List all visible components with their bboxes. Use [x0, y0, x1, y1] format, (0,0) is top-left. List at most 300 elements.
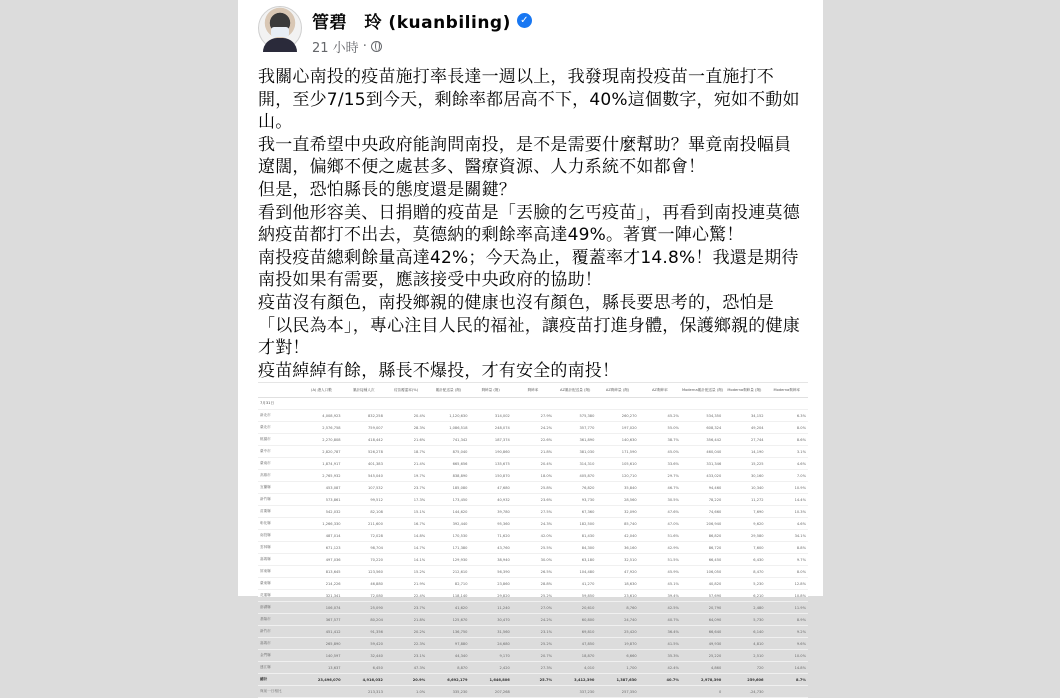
table-cell: 13,637 — [300, 662, 342, 674]
table-cell: 759,007 — [343, 422, 385, 434]
table-cell: 60,800 — [554, 614, 596, 626]
table-cell: 9.7% — [766, 554, 808, 566]
table-cell: 29,820 — [469, 590, 511, 602]
table-cell: 265,890 — [300, 638, 342, 650]
table-cell: 55.0% — [639, 422, 681, 434]
table-cell: 314,310 — [554, 458, 596, 470]
table-cell: 86,820 — [681, 530, 723, 542]
table-row — [258, 626, 808, 638]
table-cell: 15.2% — [385, 566, 427, 578]
table-cell: 8.0% — [766, 566, 808, 578]
table-cell: 72,028 — [343, 530, 385, 542]
post-meta — [312, 37, 382, 56]
table-cell — [766, 398, 808, 410]
table-cell: 337,230 — [554, 686, 596, 698]
table-cell: 25.8% — [512, 482, 554, 494]
table-cell: 38.7% — [639, 434, 681, 446]
face-mask-shape — [271, 27, 289, 37]
table-row — [258, 482, 808, 494]
table-cell: 72,080 — [343, 590, 385, 602]
table-row — [258, 518, 808, 530]
table-cell: 608,324 — [681, 422, 723, 434]
table-cell: 47.6% — [639, 506, 681, 518]
table-cell: 207,268 — [469, 686, 511, 698]
table-row — [258, 614, 808, 626]
table-cell: 497,036 — [300, 554, 342, 566]
table-cell: 18,630 — [596, 578, 638, 590]
table-cell: 21.4% — [385, 458, 427, 470]
shoulders-shape — [263, 38, 297, 52]
table-cell: 35.3% — [639, 650, 681, 662]
table-cell: 260,270 — [596, 410, 638, 422]
table-cell: 665,656 — [427, 458, 469, 470]
table-cell: 47.0% — [639, 518, 681, 530]
table-cell: 331,346 — [681, 458, 723, 470]
table-cell: 40,932 — [469, 494, 511, 506]
table-cell: 27.0% — [512, 602, 554, 614]
table-cell: 28.8% — [512, 578, 554, 590]
table-cell: 23.1% — [512, 626, 554, 638]
table-cell: 182,500 — [554, 518, 596, 530]
table-cell: 30.5% — [639, 494, 681, 506]
table-cell: 47,680 — [469, 482, 511, 494]
table-cell: 335,230 — [427, 686, 469, 698]
table-cell: 40.7% — [639, 614, 681, 626]
table-cell: 27.9% — [512, 410, 554, 422]
table-cell: 71,620 — [469, 530, 511, 542]
table-cell: 金門縣 — [258, 650, 300, 662]
table-cell: 10.8% — [766, 590, 808, 602]
table-cell: 4.6% — [766, 458, 808, 470]
table-cell: 106,074 — [300, 602, 342, 614]
author-name[interactable]: 管碧 玲 (kuanbiling) — [312, 13, 511, 33]
table-cell: 74,660 — [681, 506, 723, 518]
table-cell: 8.0% — [766, 422, 808, 434]
post-paragraph: 看到他形容美、日捐贈的疫苗是「丟臉的乞丐疫苗」，再看到南投連莫德納疫苗都打不出去，莫德納的剩餘率高達49%。著實一陣心驚！ — [258, 202, 800, 246]
table-cell: 401,383 — [343, 458, 385, 470]
table-cell: 41.5% — [639, 638, 681, 650]
table-header-cell: Moderna剩餘量 (劑) — [723, 383, 765, 398]
table-cell: 20.4% — [512, 458, 554, 470]
table-cell: 20,790 — [681, 602, 723, 614]
table-cell — [512, 398, 554, 410]
globe-icon[interactable] — [371, 41, 382, 52]
table-cell: 20.2% — [385, 626, 427, 638]
table-cell: 875,040 — [427, 446, 469, 458]
table-cell: 嘉義縣 — [258, 554, 300, 566]
table-cell — [343, 398, 385, 410]
table-cell: 433,020 — [681, 470, 723, 482]
table-cell: 屏東縣 — [258, 566, 300, 578]
table-header-cell — [258, 383, 300, 398]
table-header-cell: AZ累計配送量 (劑) — [554, 383, 596, 398]
table-cell: 基隆市 — [258, 614, 300, 626]
table-cell: 93,730 — [554, 494, 596, 506]
table-cell: 214,226 — [300, 578, 342, 590]
table-cell: 671,123 — [300, 542, 342, 554]
meta-separator: · — [362, 39, 367, 54]
table-cell: 20,610 — [554, 602, 596, 614]
table-cell: 4,916,032 — [343, 674, 385, 686]
table-cell: -24,730 — [723, 686, 765, 698]
table-cell: 190,860 — [469, 446, 511, 458]
table-cell: 418,442 — [343, 434, 385, 446]
table-cell: 4,008,923 — [300, 410, 342, 422]
table-row — [258, 398, 808, 410]
table-cell: 32,090 — [596, 506, 638, 518]
table-cell: 嘉義市 — [258, 638, 300, 650]
table-row — [258, 590, 808, 602]
table-cell: 7月31日 — [258, 398, 300, 410]
table-cell: 66,450 — [681, 554, 723, 566]
table-cell: 19,870 — [596, 638, 638, 650]
table-header-cell: 累計接種人次 — [343, 383, 385, 398]
table-header-cell: 疫苗覆蓋率(%) — [385, 383, 427, 398]
table-cell: 2,820,787 — [300, 446, 342, 458]
table-cell: 39.4% — [639, 590, 681, 602]
table-cell: 19.7% — [385, 470, 427, 482]
table-cell: 雲林縣 — [258, 542, 300, 554]
table-cell: 43,760 — [469, 542, 511, 554]
table-cell: 49,930 — [681, 638, 723, 650]
table-cell: 41,620 — [427, 602, 469, 614]
table-cell: 29.7% — [639, 470, 681, 482]
table-cell: 451,412 — [300, 626, 342, 638]
table-cell: 82,108 — [343, 506, 385, 518]
table-row — [258, 674, 808, 686]
table-cell: 32,510 — [596, 554, 638, 566]
table-cell: 臺南市 — [258, 458, 300, 470]
table-cell: 25,420 — [596, 626, 638, 638]
table-header-cell: 累計配送量 (劑) — [427, 383, 469, 398]
table-cell: 36.4% — [639, 626, 681, 638]
table-cell: 257,350 — [596, 686, 638, 698]
table-cell: 453,087 — [300, 482, 342, 494]
table-cell: 56,390 — [469, 566, 511, 578]
table-cell: 34.1% — [766, 530, 808, 542]
table-cell: 2,510 — [723, 650, 765, 662]
table-cell: 32,440 — [343, 650, 385, 662]
table-cell: 212,610 — [427, 566, 469, 578]
table-cell: 78,220 — [681, 494, 723, 506]
table-cell: 33.6% — [639, 458, 681, 470]
vaccine-table — [258, 383, 808, 698]
table-cell: 357,770 — [554, 422, 596, 434]
table-cell: 新北市 — [258, 410, 300, 422]
table-cell: 38,940 — [469, 554, 511, 566]
table-cell: 39,780 — [469, 506, 511, 518]
post-paragraph: 南投疫苗總剩餘量高達42%；今天為止，覆蓋率才14.8%！我還是期待南投如果有需要，應該接受中央政府的協助！ — [258, 247, 799, 291]
table-cell: 356,442 — [681, 434, 723, 446]
table-cell: 44,340 — [427, 650, 469, 662]
table-row — [258, 662, 808, 674]
table-cell: 95,360 — [469, 518, 511, 530]
table-cell: 23.1% — [385, 650, 427, 662]
table-cell — [639, 398, 681, 410]
table-header-cell: AZ剩餘率 — [639, 383, 681, 398]
verified-badge-icon: ✓ — [517, 13, 532, 28]
table-row — [258, 638, 808, 650]
table-cell: 140,630 — [596, 434, 638, 446]
table-cell: 1.0% — [385, 686, 427, 698]
table-cell: 23,610 — [596, 590, 638, 602]
table-cell: 8.6% — [766, 434, 808, 446]
table-cell: 86,720 — [681, 542, 723, 554]
table-cell: 總計 — [258, 674, 300, 686]
table-cell: 573,861 — [300, 494, 342, 506]
table-cell — [427, 398, 469, 410]
table-row — [258, 458, 808, 470]
table-cell: 97,880 — [427, 638, 469, 650]
table-cell: 6,140 — [723, 626, 765, 638]
table-cell: 381,030 — [554, 446, 596, 458]
table-cell: 3,412,390 — [554, 674, 596, 686]
table-cell: 259,606 — [723, 674, 765, 686]
table-row — [258, 650, 808, 662]
table-cell: 34,152 — [723, 410, 765, 422]
table-cell: 170,530 — [427, 530, 469, 542]
table-cell: 720 — [723, 662, 765, 674]
table-cell: 11,240 — [469, 602, 511, 614]
table-cell: 9,170 — [469, 650, 511, 662]
table-cell: 24,680 — [469, 638, 511, 650]
table-cell: 21.8% — [512, 446, 554, 458]
table-cell: 135,675 — [469, 458, 511, 470]
facebook-post — [238, 0, 823, 694]
table-cell: 12.8% — [766, 578, 808, 590]
table-cell — [512, 686, 554, 698]
table-cell: 30,470 — [469, 614, 511, 626]
table-cell: 91,356 — [343, 626, 385, 638]
table-cell: 20.9% — [385, 674, 427, 686]
table-cell: 18,870 — [554, 650, 596, 662]
table-cell: 23.7% — [385, 602, 427, 614]
table-cell: 28,560 — [596, 494, 638, 506]
table-cell: 31,560 — [469, 626, 511, 638]
table-cell: 63,180 — [554, 554, 596, 566]
table-cell — [723, 398, 765, 410]
table-cell: 0 — [681, 686, 723, 698]
table-cell: 與前一日相比 — [258, 686, 300, 698]
table-cell: 宜蘭縣 — [258, 482, 300, 494]
table-cell: 5,730 — [723, 614, 765, 626]
table-cell: 76,820 — [554, 482, 596, 494]
table-cell: 487,014 — [300, 530, 342, 542]
table-cell: 21.9% — [385, 578, 427, 590]
table-cell — [469, 398, 511, 410]
table-cell: 173,450 — [427, 494, 469, 506]
table-cell: 460,040 — [681, 446, 723, 458]
table-cell: 104,480 — [554, 566, 596, 578]
table-cell: 10,340 — [723, 482, 765, 494]
table-cell: 22.4% — [385, 590, 427, 602]
table-cell: 197,020 — [596, 422, 638, 434]
table-header-cell: 剩餘量 (劑) — [469, 383, 511, 398]
table-cell: 10.9% — [766, 482, 808, 494]
table-cell: 150,870 — [469, 470, 511, 482]
table-cell: 526,278 — [343, 446, 385, 458]
table-row — [258, 506, 808, 518]
table-header-cell: Moderna剩餘率 — [766, 383, 808, 398]
table-cell: 26.5% — [512, 566, 554, 578]
table-cell — [554, 398, 596, 410]
table-cell: 25.7% — [512, 674, 554, 686]
table-cell: 6,430 — [723, 554, 765, 566]
table-cell: 248,074 — [469, 422, 511, 434]
table-cell: 118,140 — [427, 590, 469, 602]
table-cell: 4,860 — [681, 662, 723, 674]
table-cell: 187,374 — [469, 434, 511, 446]
table-cell: 105,610 — [596, 458, 638, 470]
table-cell: 臺東縣 — [258, 578, 300, 590]
table-cell: 6,692,179 — [427, 674, 469, 686]
table-cell: 10.3% — [766, 506, 808, 518]
table-cell: 367,577 — [300, 614, 342, 626]
table-cell: 35,840 — [596, 482, 638, 494]
table-cell: 81,430 — [554, 530, 596, 542]
table-cell: 24.3% — [512, 518, 554, 530]
table-cell: 45.0% — [639, 446, 681, 458]
table-cell: 144,620 — [427, 506, 469, 518]
table-cell: 171,380 — [427, 542, 469, 554]
table-cell: 1,646,806 — [469, 674, 511, 686]
table-cell: 5,230 — [723, 578, 765, 590]
post-paragraph: 疫苗沒有顏色，南投鄉親的健康也沒有顏色，縣長要思考的，恐怕是「以民為本」，專心注目人民的福祉，讓疫苗打進身體，保護鄉親的健康才對！ — [258, 292, 800, 359]
table-header-cell: AZ剩餘量 (劑) — [596, 383, 638, 398]
table-row — [258, 434, 808, 446]
vaccine-table-image[interactable] — [258, 382, 808, 694]
table-cell: 140,597 — [300, 650, 342, 662]
table-cell: 4,010 — [554, 662, 596, 674]
post-timestamp[interactable]: 21 小時 — [312, 41, 359, 56]
table-header-row — [258, 383, 808, 398]
table-row — [258, 542, 808, 554]
table-cell: 171,590 — [596, 446, 638, 458]
table-header-cell: Moderna累計配送量 (劑) — [681, 383, 723, 398]
table-cell: 405,870 — [554, 470, 596, 482]
avatar[interactable] — [258, 6, 302, 50]
table-cell: 59,420 — [343, 638, 385, 650]
table-cell: 85,740 — [596, 518, 638, 530]
table-cell: 11.9% — [766, 602, 808, 614]
table-cell: 1,387,630 — [596, 674, 638, 686]
table-cell: 18.0% — [512, 470, 554, 482]
table-cell — [639, 686, 681, 698]
post-header — [258, 6, 798, 58]
table-cell — [596, 398, 638, 410]
table-cell: 392,440 — [427, 518, 469, 530]
table-cell: 25.2% — [512, 638, 554, 650]
table-cell: 7.0% — [766, 470, 808, 482]
table-cell: 1,120,630 — [427, 410, 469, 422]
table-cell: 4.6% — [766, 518, 808, 530]
table-cell: 36,160 — [596, 542, 638, 554]
table-cell: 8,870 — [427, 662, 469, 674]
table-cell: 84,300 — [554, 542, 596, 554]
table-cell: 125,670 — [427, 614, 469, 626]
table-cell: 41,270 — [554, 578, 596, 590]
table-cell: 14.1% — [385, 554, 427, 566]
table-cell: 25,090 — [343, 602, 385, 614]
table-cell: 8.8% — [766, 542, 808, 554]
table-cell: 17.3% — [385, 494, 427, 506]
table-cell: 59,850 — [554, 590, 596, 602]
table-row — [258, 410, 808, 422]
table-cell: 21.6% — [385, 434, 427, 446]
post-paragraph: 我關心南投的疫苗施打率長達一週以上，我發現南投疫苗一直施打不開，至少7/15到今天，剩餘率都居高不下，40%這個數字，宛如不動如山。 — [258, 67, 800, 133]
table-cell: 9.2% — [766, 626, 808, 638]
table-row — [258, 566, 808, 578]
table-cell: 24.2% — [512, 614, 554, 626]
table-cell: 40.7% — [639, 674, 681, 686]
table-cell: 20.7% — [512, 650, 554, 662]
table-cell: 6,450 — [343, 662, 385, 674]
table-cell: 206,940 — [681, 518, 723, 530]
table-cell: 連江縣 — [258, 662, 300, 674]
table-cell: 29,580 — [723, 530, 765, 542]
table-cell: 832,258 — [343, 410, 385, 422]
table-cell — [300, 398, 342, 410]
table-cell: 新竹市 — [258, 626, 300, 638]
table-cell: 2,765,932 — [300, 470, 342, 482]
table-cell: 42.0% — [512, 530, 554, 542]
table-cell: 741,342 — [427, 434, 469, 446]
table-cell: 45.2% — [639, 410, 681, 422]
table-cell: 新竹縣 — [258, 494, 300, 506]
table-cell: 苗栗縣 — [258, 506, 300, 518]
table-cell: 47,850 — [554, 638, 596, 650]
table-cell: 1,700 — [596, 662, 638, 674]
table-cell: 813,645 — [300, 566, 342, 578]
table-cell: 99,512 — [343, 494, 385, 506]
table-cell: 45.1% — [639, 578, 681, 590]
table-cell: 46,880 — [343, 578, 385, 590]
table-cell: 9.6% — [766, 638, 808, 650]
table-cell: 42.9% — [639, 542, 681, 554]
table-cell: 838,890 — [427, 470, 469, 482]
table-cell: 30,160 — [723, 470, 765, 482]
table-cell: 27.5% — [512, 506, 554, 518]
table-cell: 10.0% — [766, 650, 808, 662]
table-cell: 7,690 — [723, 506, 765, 518]
table-cell: 9,620 — [723, 518, 765, 530]
table-cell: 6,660 — [596, 650, 638, 662]
table-cell: 66,640 — [681, 626, 723, 638]
table-cell: 18.7% — [385, 446, 427, 458]
table-cell: 澎湖縣 — [258, 602, 300, 614]
table-cell: 20.4% — [385, 410, 427, 422]
table-row — [258, 602, 808, 614]
table-cell: 213,313 — [343, 686, 385, 698]
table-row — [258, 470, 808, 482]
table-cell: 57,690 — [681, 590, 723, 602]
table-cell: 臺北市 — [258, 422, 300, 434]
table-cell: 6,210 — [723, 590, 765, 602]
table-cell: 361,890 — [554, 434, 596, 446]
table-cell: 8,470 — [723, 566, 765, 578]
table-row — [258, 446, 808, 458]
post-paragraph: 我一直希望中央政府能詢問南投，是不是需要什麼幫助？畢竟南投幅員遼闊，偏鄉不便之處甚多、醫療資源、人力系統不如都會！ — [258, 134, 792, 178]
table-cell: 542,032 — [300, 506, 342, 518]
table-cell: 6.3% — [766, 410, 808, 422]
table-cell: 67,360 — [554, 506, 596, 518]
table-cell: 7,600 — [723, 542, 765, 554]
table-cell: 15.1% — [385, 506, 427, 518]
table-cell: 70,220 — [343, 554, 385, 566]
table-cell: 314,002 — [469, 410, 511, 422]
table-cell: 臺中市 — [258, 446, 300, 458]
table-cell: 14.8% — [385, 530, 427, 542]
